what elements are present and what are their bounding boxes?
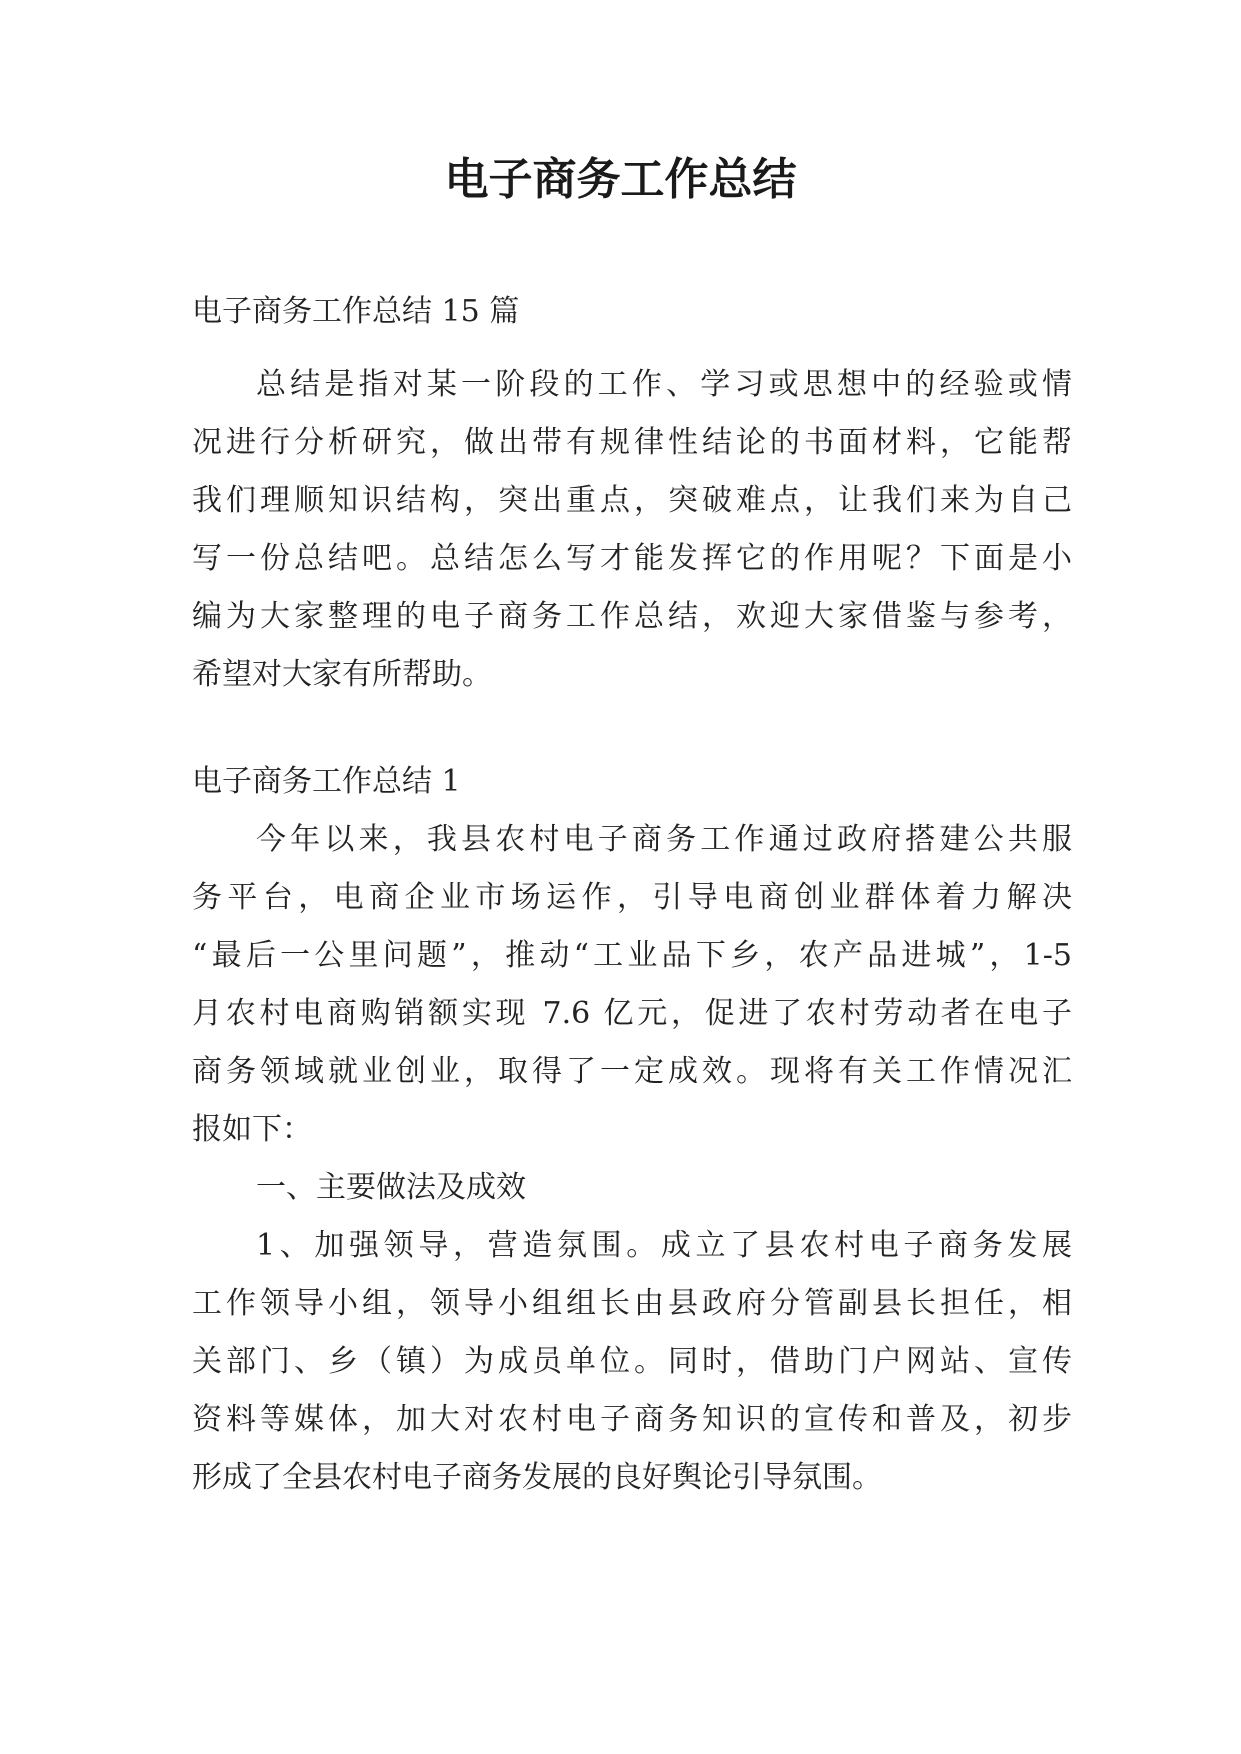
section-1 — [192, 753, 1072, 1507]
section-line: 今年以来，我县农村电子商务工作通过政府搭建公共服 — [256, 822, 1072, 857]
main-heading: 一、主要做法及成效 — [256, 1170, 526, 1205]
document-title: 电子商务工作总结 — [444, 154, 797, 205]
item-line: 资料等媒体，加大对农村电子商务知识的宣传和普及，初步 — [192, 1402, 1072, 1437]
section-heading: 电子商务工作总结 1 — [192, 764, 461, 799]
document-subtitle: 电子商务工作总结 15 篇 — [192, 294, 520, 329]
section-line: 报如下： — [192, 1112, 312, 1147]
intro-line: 总结是指对某一阶段的工作、学习或思想中的经验或情 — [256, 367, 1072, 402]
section-line: “最后一公里问题”，推动“工业品下乡，农产品进城”，1-5 — [192, 938, 1072, 973]
item-line: 关部门、乡（镇）为成员单位。同时，借助门户网站、宣传 — [192, 1344, 1072, 1379]
intro-line: 写一份总结吧。总结怎么写才能发挥它的作用呢？下面是小 — [192, 541, 1072, 576]
item-line: 1、加强领导，营造氛围。成立了县农村电子商务发展 — [256, 1228, 1072, 1263]
intro-line: 希望对大家有所帮助。 — [192, 657, 492, 692]
intro-line: 编为大家整理的电子商务工作总结，欢迎大家借鉴与参考， — [192, 599, 1072, 634]
item-line: 形成了全县农村电子商务发展的良好舆论引导氛围。 — [192, 1460, 882, 1495]
section-line: 月农村电商购销额实现 7.6 亿元，促进了农村劳动者在电子 — [192, 996, 1072, 1031]
intro-paragraph — [192, 356, 1072, 704]
intro-line: 况进行分析研究，做出带有规律性结论的书面材料，它能帮 — [192, 425, 1072, 460]
intro-line: 我们理顺知识结构，突出重点，突破难点，让我们来为自己 — [192, 483, 1072, 518]
section-line: 务平台，电商企业市场运作，引导电商创业群体着力解决 — [192, 880, 1072, 915]
section-line: 商务领域就业创业，取得了一定成效。现将有关工作情况汇 — [192, 1054, 1072, 1089]
item-line: 工作领导小组，领导小组组长由县政府分管副县长担任，相 — [192, 1286, 1072, 1321]
